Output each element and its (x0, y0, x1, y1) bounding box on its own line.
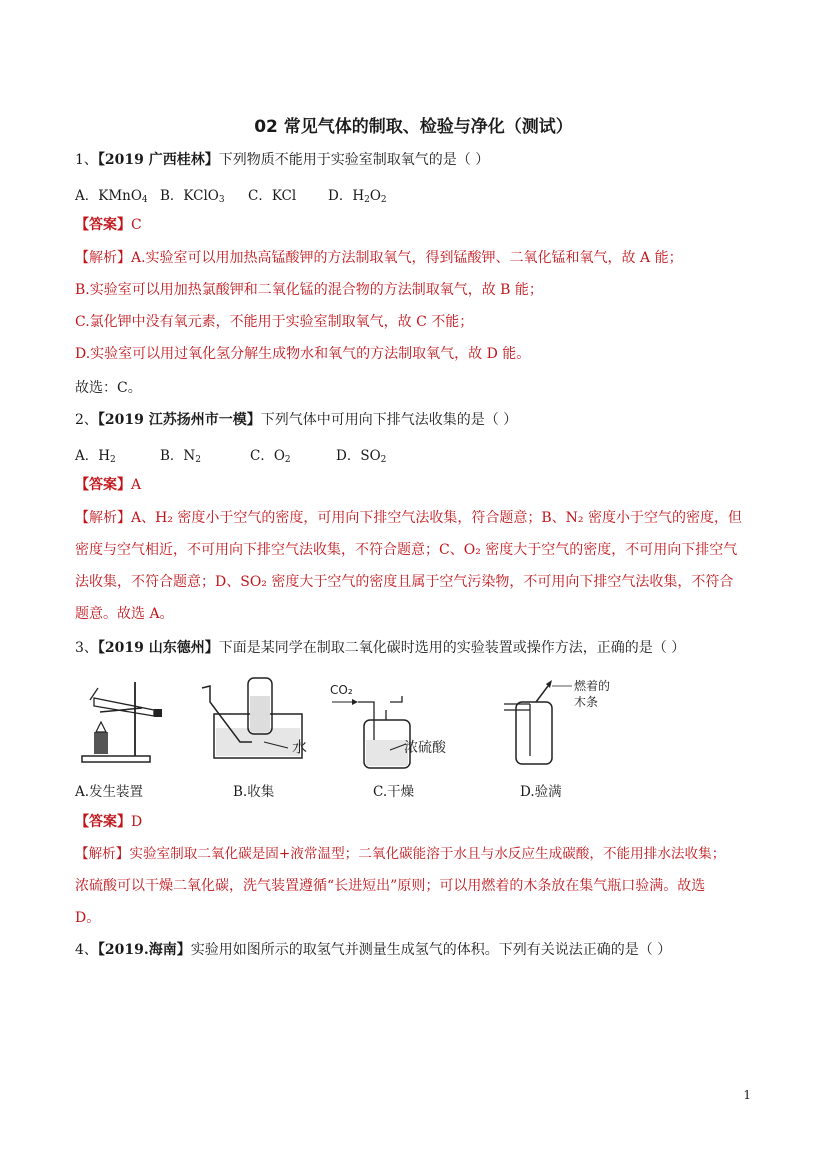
q2-analysis-line: 【解析】A、H₂ 密度小于空气的密度，可用向下排空气法收集，符合题意；B、N₂ 密度小于空气的密度，但 (75, 510, 742, 526)
question-2-stem: 2、【2019 江苏扬州市一模】下列气体中可用向下排气法收集的是（ ） (75, 412, 518, 428)
co2-label: CO₂ (330, 683, 353, 697)
q2-answer: 【答案】A (75, 477, 142, 493)
q1-analysis-line: B.实验室可以用加热氯酸钾和二氧化锰的混合物的方法制取氧气，故 B 能； (75, 282, 543, 298)
stick-label-2: 木条 (574, 695, 599, 709)
stick-label-1: 燃着的 (574, 679, 611, 693)
question-3-stem: 3、【2019 山东德州】下面是某同学在制取二氧化碳时选用的实验装置或操作方法，正确的是（ ） (75, 640, 686, 656)
q1-option-c: C．KCl (248, 188, 297, 204)
apparatus-a-generator (80, 670, 180, 770)
q3-answer: 【答案】D (75, 814, 143, 830)
q1-option-b: B．KClO$_3$ (160, 188, 225, 205)
apparatus-b-collection (200, 672, 320, 772)
page-number: 1 (743, 1088, 751, 1102)
q1-answer: 【答案】C (75, 217, 142, 233)
question-1-stem: 1、【2019 广西桂林】下列物质不能用于实验室制取氧气的是（ ） (75, 152, 490, 168)
q3-analysis-line: D。 (75, 910, 101, 926)
q3-caption-a: A.发生装置 (75, 784, 144, 800)
apparatus-d-check-full (500, 676, 630, 771)
q3-caption-d: D.验满 (520, 784, 562, 800)
acid-label: 浓硫酸 (404, 740, 446, 756)
q2-option-d: D．$SO_2$ (336, 448, 387, 465)
page-title: 02 常见气体的制取、检验与净化（测试） (254, 117, 573, 137)
q2-analysis-line: 法收集，不符合题意；D、SO₂ 密度大于空气的密度且属于空气污染物，不可用向下排空气法收集，不符合 (75, 574, 734, 590)
q3-analysis-line: 【解析】实验室制取二氧化碳是固+液常温型；二氧化碳能溶于水且与水反应生成碳酸，不能用排水法收集； (75, 846, 726, 862)
q3-caption-c: C.干燥 (373, 784, 415, 800)
q1-analysis-line: C.氯化钾中没有氧元素，不能用于实验室制取氧气，故 C 不能； (75, 314, 474, 330)
apparatus-c-drying (328, 680, 458, 775)
q1-analysis-line: D.实验室可以用过氧化氢分解生成物水和氧气的方法制取氧气，故 D 能。 (75, 346, 531, 362)
q2-option-a: A．$H_2$ (75, 448, 116, 465)
q1-conclusion: 故选：C。 (75, 380, 142, 396)
q3-analysis-line: 浓硫酸可以干燥二氧化碳，洗气装置遵循“长进短出”原则；可以用燃着的木条放在集气瓶口验满。故选 (75, 878, 706, 894)
q2-analysis-line: 题意。故选 A。 (75, 606, 174, 622)
q1-analysis-line: 【解析】A.实验室可以用加热高锰酸钾的方法制取氧气，得到锰酸钾、二氧化锰和氧气，故 A 能； (75, 250, 683, 266)
q1-option-d: D．$H_2O_2$ (328, 188, 387, 205)
q2-option-c: C．$O_2$ (250, 448, 291, 465)
q1-option-a: A．KMnO$_4$ (75, 188, 148, 205)
question-4-stem: 4、【2019.海南】实验用如图所示的取氢气并测量生成氢气的体积。下列有关说法正确的是（ ） (75, 942, 672, 958)
water-label: 水 (292, 738, 308, 756)
q3-caption-b: B.收集 (233, 784, 275, 800)
q2-analysis-line: 密度与空气相近，不可用向下排空气法收集，不符合题意；C、O₂ 密度大于空气的密度，不可用向下排空气 (75, 542, 738, 558)
q2-option-b: B．$N_2$ (160, 448, 201, 465)
